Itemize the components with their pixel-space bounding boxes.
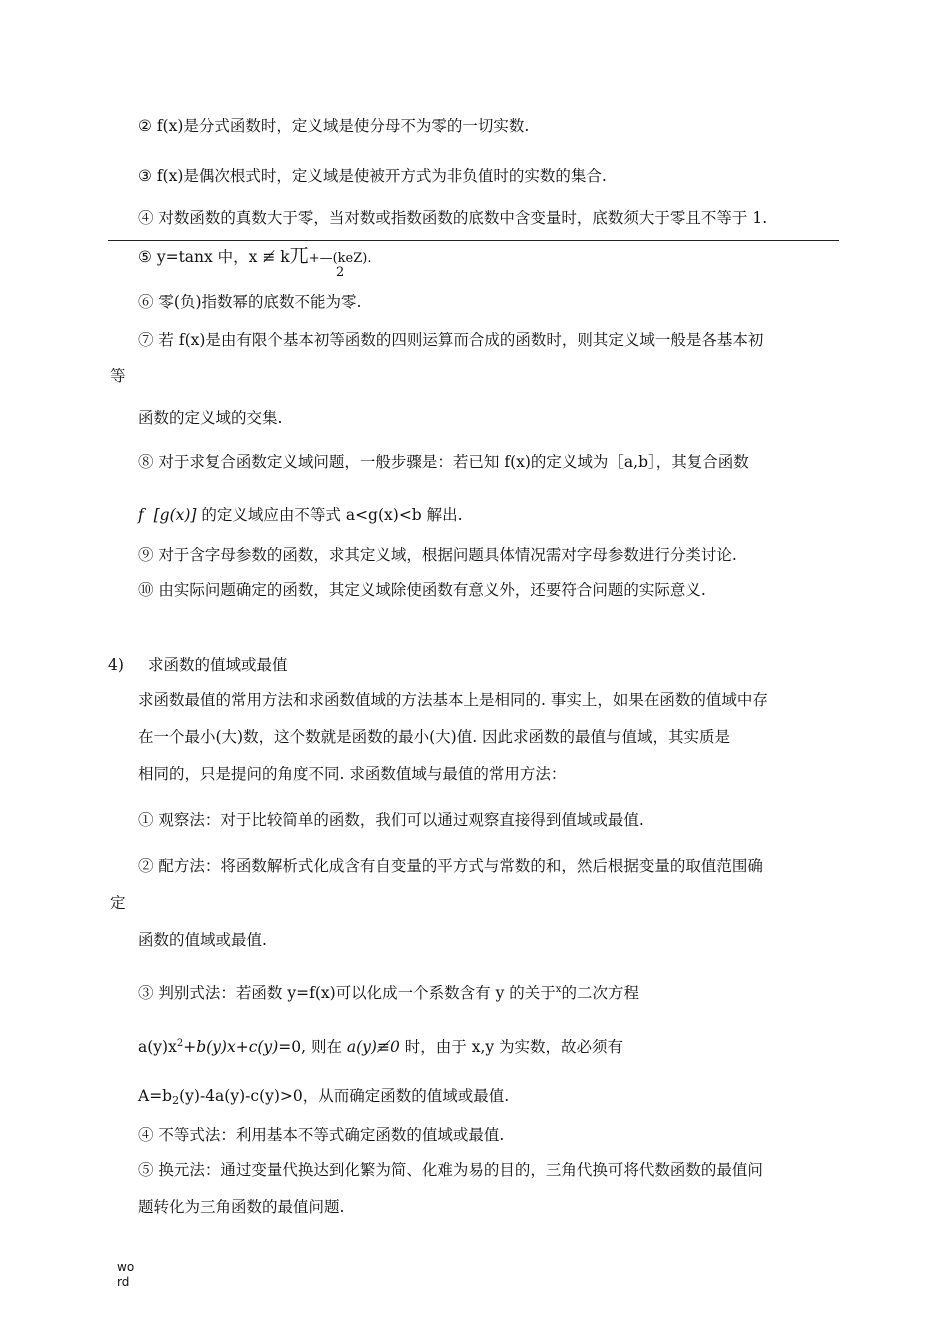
domain-rule-8-line1: ⑧ 对于求复合函数定义域问题，一般步骤是：若已知 f(x)的定义域为［a,b］，其复合函数 [138,453,749,471]
domain-rule-8-line2 [138,505,463,525]
section-title: 求函数的值域或最值 [148,656,288,674]
method-5-line1: ⑤ 换元法：通过变量代换达到化繁为简、化难为易的目的，三角代换可将代数函数的最值问 [138,1161,763,1179]
domain-rule-4: ④ 对数函数的真数大于零，当对数或指数函数的底数中含变量时，底数须大于零且不等于 1. [138,209,768,227]
method-3-line1 [138,983,639,1006]
section-number: 4) [108,656,124,674]
footer-line-1: wo [117,1260,135,1274]
method-1: ① 观察法：对于比较简单的函数，我们可以通过观察直接得到值域或最值. [138,811,644,829]
section-paragraph-line2: 在一个最小(大)数，这个数就是函数的最小(大)值. 因此求函数的最值与值域，其实质是 [138,728,731,746]
section-paragraph-line3: 相同的，只是提问的角度不同. 求函数值域与最值的常用方法： [138,765,567,783]
function-f: f [138,506,144,524]
method-3-line2 [138,1037,623,1060]
domain-rule-5-tail: +—(keZ). [308,251,372,266]
method-3-text-end: 的二次方程 [561,984,639,1002]
equation-condition: a(y)≢0 [346,1038,400,1056]
method-2-line2: 定 [110,894,126,912]
domain-rule-10: ⑩ 由实际问题确定的函数，其定义域除使函数有意义外，还要符合问题的实际意义. [138,581,706,599]
fraction-denominator: 2 [336,265,345,280]
domain-rule-5-text: ⑤ y=tanx 中，x ≢ k [138,248,290,266]
equation-part-b: +b(y)x+c(y) [183,1038,279,1056]
discriminant-part-a: A=b [138,1087,173,1105]
footer-line-2: rd [117,1275,130,1289]
domain-rule-7-line2: 等 [110,367,126,385]
domain-rule-7-line1: ⑦ 若 f(x)是由有限个基本初等函数的四则运算而合成的函数时，则其定义域一般是各基本初 [138,331,764,349]
method-2-line1: ② 配方法：将函数解析式化成含有自变量的平方式与常数的和，然后根据变量的取值范围确 [138,857,763,875]
discriminant-part-b: (y)-4a(y)-c(y)>0，从而确定函数的值域或最值. [179,1087,510,1105]
page-footer [117,1260,134,1290]
method-2-line3: 函数的值域或最值. [138,931,267,949]
discriminant-subscript: 2 [172,1094,180,1107]
variable-x-superscript: x [555,984,562,995]
method-4: ④ 不等式法：利用基本不等式确定函数的值域或最值. [138,1126,505,1144]
method-3-text: ③ 判别式法：若函数 y=f(x)可以化成一个系数含有 y 的关于 [138,984,556,1002]
composite-g-x: [g(x)] [153,506,197,524]
equation-exponent: 2 [176,1038,184,1049]
section-paragraph-line1: 求函数最值的常用方法和求函数值域的方法基本上是相同的. 事实上，如果在函数的值域中存 [138,691,768,709]
domain-rule-8-rest: 的定义域应由不等式 a<g(x)<b 解出. [201,506,463,524]
equation-part-c: =0, 则在 [278,1038,342,1056]
horizontal-divider [108,240,839,241]
method-3-line3 [138,1086,509,1108]
pi-symbol: 兀 [289,245,309,267]
method-5-line2: 题转化为三角函数的最值问题. [138,1198,345,1216]
domain-rule-2: ② f(x)是分式函数时，定义域是使分母不为零的一切实数. [138,117,530,135]
equation-conclusion: 时，由于 x,y 为实数，故必须有 [404,1038,624,1056]
domain-rule-7-line3: 函数的定义域的交集. [138,409,283,427]
domain-rule-6: ⑥ 零(负)指数幂的底数不能为零. [138,293,362,311]
domain-rule-9: ⑨ 对于含字母参数的函数，求其定义域，根据问题具体情况需对字母参数进行分类讨论. [138,546,737,564]
equation-part-a: a(y)x [138,1038,177,1056]
domain-rule-3: ③ f(x)是偶次根式时，定义域是使被开方式为非负值时的实数的集合. [138,167,607,185]
